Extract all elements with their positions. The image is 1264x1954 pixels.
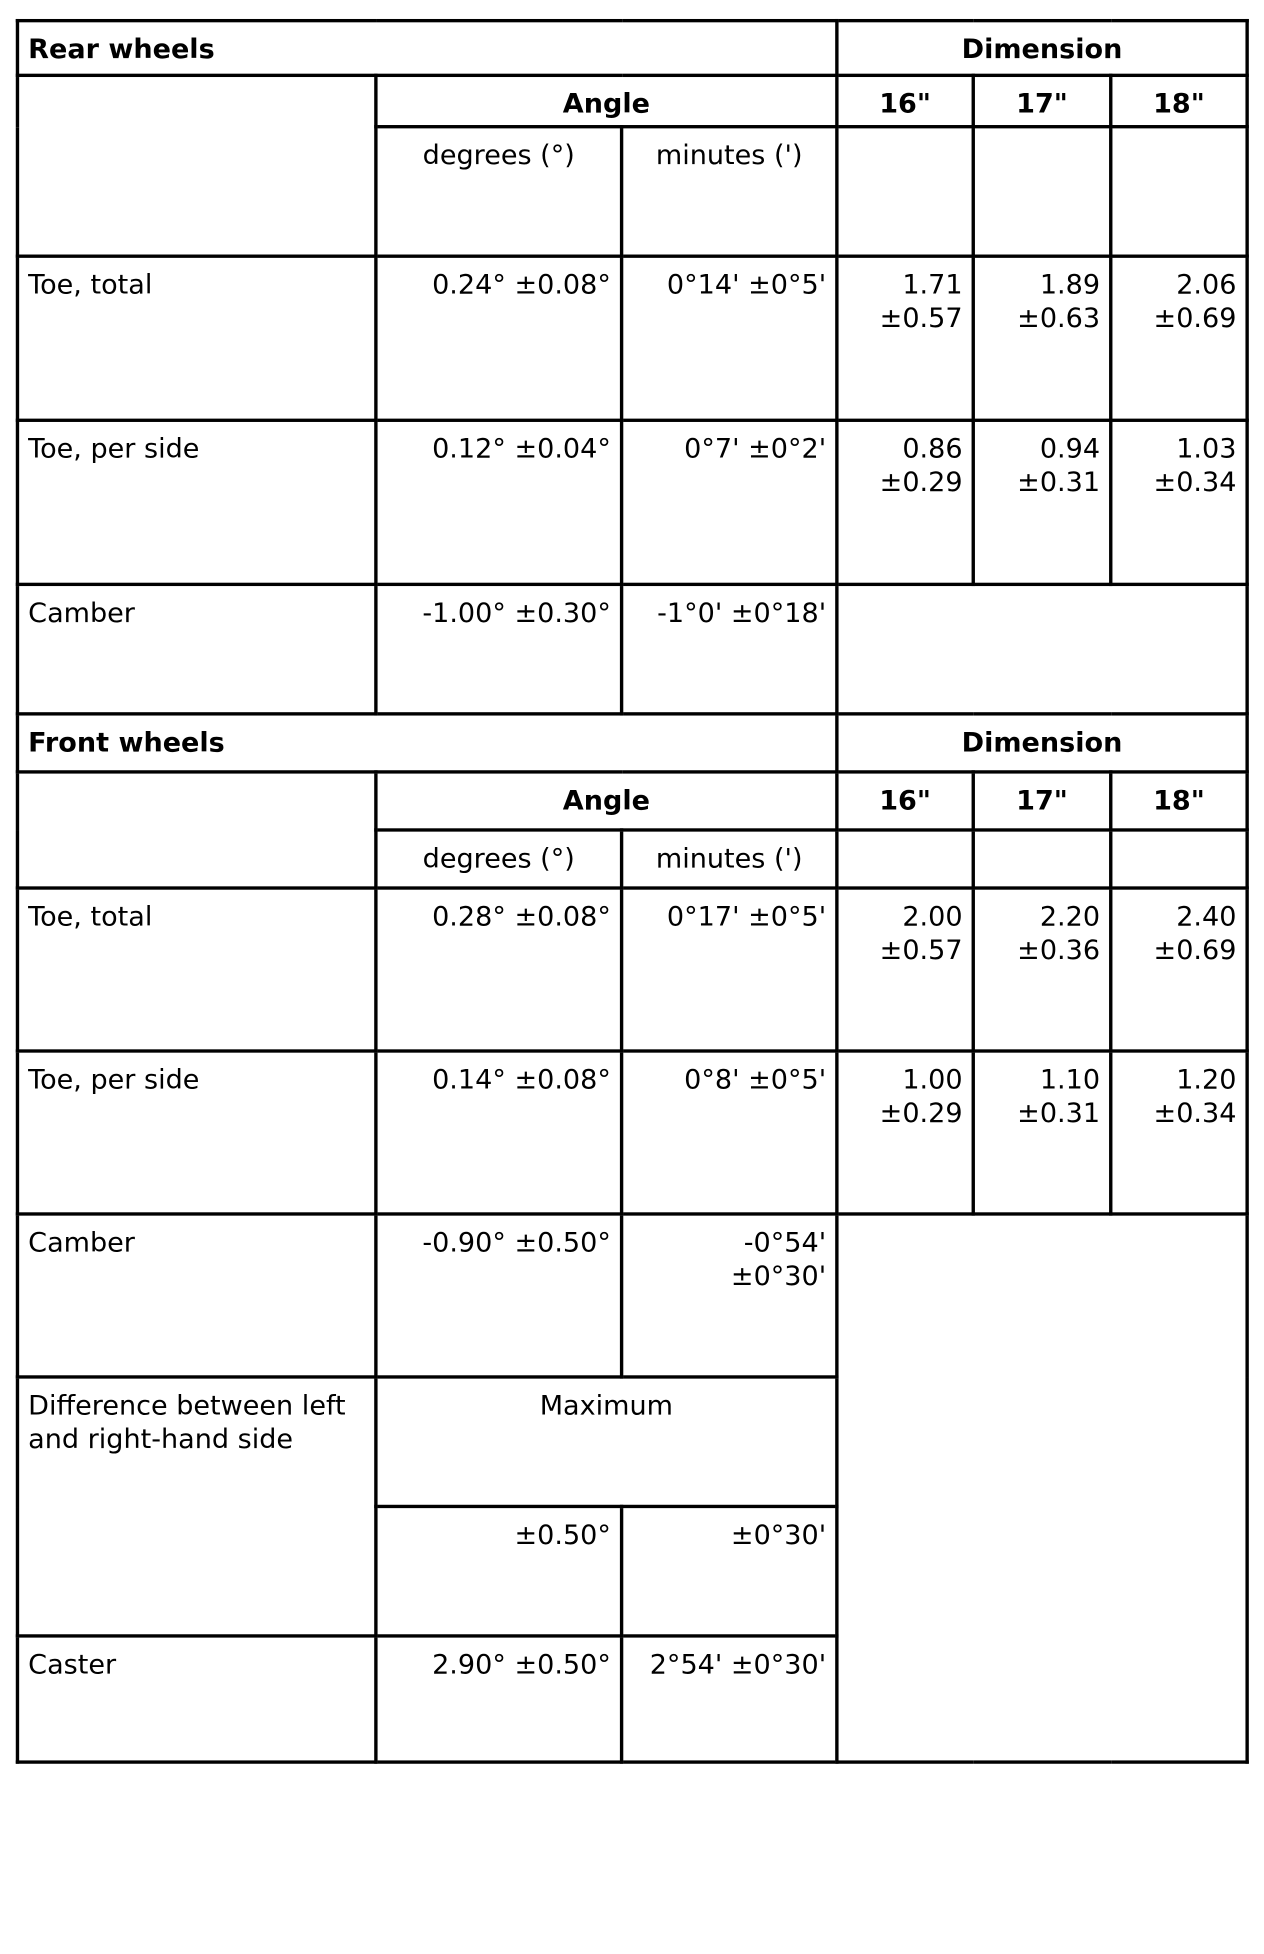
value-line: 1.00: [902, 1063, 963, 1096]
tolerance-line: ±0.29: [879, 1097, 963, 1129]
degrees-value: 0.28° ±0.08°: [376, 888, 622, 1051]
front-dimension-header: Dimension: [837, 714, 1247, 772]
rear-section-header: [17, 21, 1247, 76]
dimension-18-value: [1111, 888, 1247, 1051]
rear-size-18: 18": [1111, 75, 1247, 126]
front-size-18: 18": [1111, 772, 1247, 830]
front-size-17: 17": [973, 772, 1111, 830]
difference-label: [17, 1377, 375, 1636]
dimension-17-value: [973, 420, 1111, 584]
label-line: Difference between left: [28, 1389, 346, 1422]
tolerance-line: ±0.29: [879, 466, 963, 498]
row-label: Toe, total: [17, 888, 375, 1051]
front-wheels-title: Front wheels: [17, 714, 836, 772]
table-row: [17, 1051, 1247, 1214]
wheel-alignment-table: [16, 19, 1249, 1764]
degrees-value: ±0.50°: [376, 1506, 622, 1635]
tolerance-line: ±0.34: [1153, 1097, 1237, 1129]
degrees-value: -1.00° ±0.30°: [376, 584, 622, 713]
empty-dimension-cell: [837, 1214, 1247, 1762]
tolerance-line: ±0.63: [1017, 302, 1101, 334]
front-unit-empty-16: [837, 830, 973, 888]
tolerance-line: ±0.57: [879, 934, 963, 966]
value-line: 0.86: [902, 433, 963, 465]
row-label: Camber: [17, 584, 375, 713]
degrees-value: 2.90° ±0.50°: [376, 1636, 622, 1762]
dimension-16-value: [837, 1051, 973, 1214]
dimension-17-value: [973, 1051, 1111, 1214]
dimension-16-value: [837, 888, 973, 1051]
dimension-18-value: [1111, 420, 1247, 584]
dimension-18-value: [1111, 1051, 1247, 1214]
dimension-16-value: [837, 256, 973, 420]
table-row: [17, 256, 1247, 420]
value-line: 1.20: [1176, 1063, 1237, 1096]
minutes-value: ±0°30': [622, 1506, 837, 1635]
front-empty-cell: [17, 772, 375, 888]
dimension-18-value: [1111, 256, 1247, 420]
tolerance-line: ±0°30': [730, 1260, 827, 1292]
value-line: 2.06: [1176, 269, 1237, 301]
tolerance-line: ±0.57: [879, 302, 963, 334]
rear-size-16: 16": [837, 75, 973, 126]
row-label: Toe, per side: [17, 1051, 375, 1214]
label-line: and right-hand side: [28, 1423, 294, 1455]
rear-angle-header: Angle: [376, 75, 837, 126]
dimension-16-value: [837, 420, 973, 584]
rear-dimension-header: Dimension: [837, 21, 1247, 76]
front-degrees-header: degrees (°): [376, 830, 622, 888]
value-line: 1.10: [1039, 1063, 1101, 1096]
value-line: 2.20: [1039, 900, 1101, 933]
row-label: Camber: [17, 1214, 375, 1377]
tolerance-line: ±0.34: [1153, 466, 1237, 498]
row-label: Toe, per side: [17, 420, 375, 584]
empty-dimension-cell: [837, 584, 1247, 713]
table-row: [17, 1214, 1247, 1377]
front-minutes-header: minutes ('): [622, 830, 837, 888]
value-line: 1.71: [902, 269, 963, 301]
table-row: [17, 420, 1247, 584]
front-angle-header-row: [17, 772, 1247, 830]
rear-size-17: 17": [973, 75, 1111, 126]
tolerance-line: ±0.69: [1153, 302, 1237, 334]
front-angle-header: Angle: [376, 772, 837, 830]
minutes-value: -1°0' ±0°18': [622, 584, 837, 713]
degrees-value: 0.24° ±0.08°: [376, 256, 622, 420]
front-section-header: [17, 714, 1247, 772]
minutes-value: [622, 1214, 837, 1377]
degrees-value: 0.14° ±0.08°: [376, 1051, 622, 1214]
rear-unit-empty-17: [973, 127, 1111, 256]
value-line: 2.40: [1176, 900, 1237, 933]
minutes-value: 0°17' ±0°5': [622, 888, 837, 1051]
rear-empty-cell: [17, 75, 375, 256]
tolerance-line: ±0.31: [1017, 1097, 1101, 1129]
row-label: Caster: [17, 1636, 375, 1762]
rear-angle-header-row: [17, 75, 1247, 126]
front-unit-empty-17: [973, 830, 1111, 888]
value-line: 2.00: [902, 900, 963, 933]
value-line: -0°54': [743, 1226, 827, 1259]
dimension-17-value: [973, 888, 1111, 1051]
front-unit-empty-18: [1111, 830, 1247, 888]
tolerance-line: ±0.31: [1017, 466, 1101, 498]
degrees-value: 0.12° ±0.04°: [376, 420, 622, 584]
rear-degrees-header: degrees (°): [376, 127, 622, 256]
minutes-value: 0°8' ±0°5': [622, 1051, 837, 1214]
rear-wheels-title: Rear wheels: [17, 21, 836, 76]
tolerance-line: ±0.69: [1153, 934, 1237, 966]
table-row: [17, 888, 1247, 1051]
value-line: 1.03: [1176, 433, 1237, 465]
value-line: 0.94: [1039, 433, 1101, 465]
minutes-value: 0°14' ±0°5': [622, 256, 837, 420]
minutes-value: 2°54' ±0°30': [622, 1636, 837, 1762]
row-label: Toe, total: [17, 256, 375, 420]
minutes-value: 0°7' ±0°2': [622, 420, 837, 584]
table-row: [17, 584, 1247, 713]
value-line: 1.89: [1039, 269, 1101, 301]
front-size-16: 16": [837, 772, 973, 830]
tolerance-line: ±0.36: [1017, 934, 1101, 966]
degrees-value: -0.90° ±0.50°: [376, 1214, 622, 1377]
rear-minutes-header: minutes ('): [622, 127, 837, 256]
maximum-header: Maximum: [376, 1377, 837, 1506]
dimension-17-value: [973, 256, 1111, 420]
rear-unit-empty-16: [837, 127, 973, 256]
rear-unit-empty-18: [1111, 127, 1247, 256]
